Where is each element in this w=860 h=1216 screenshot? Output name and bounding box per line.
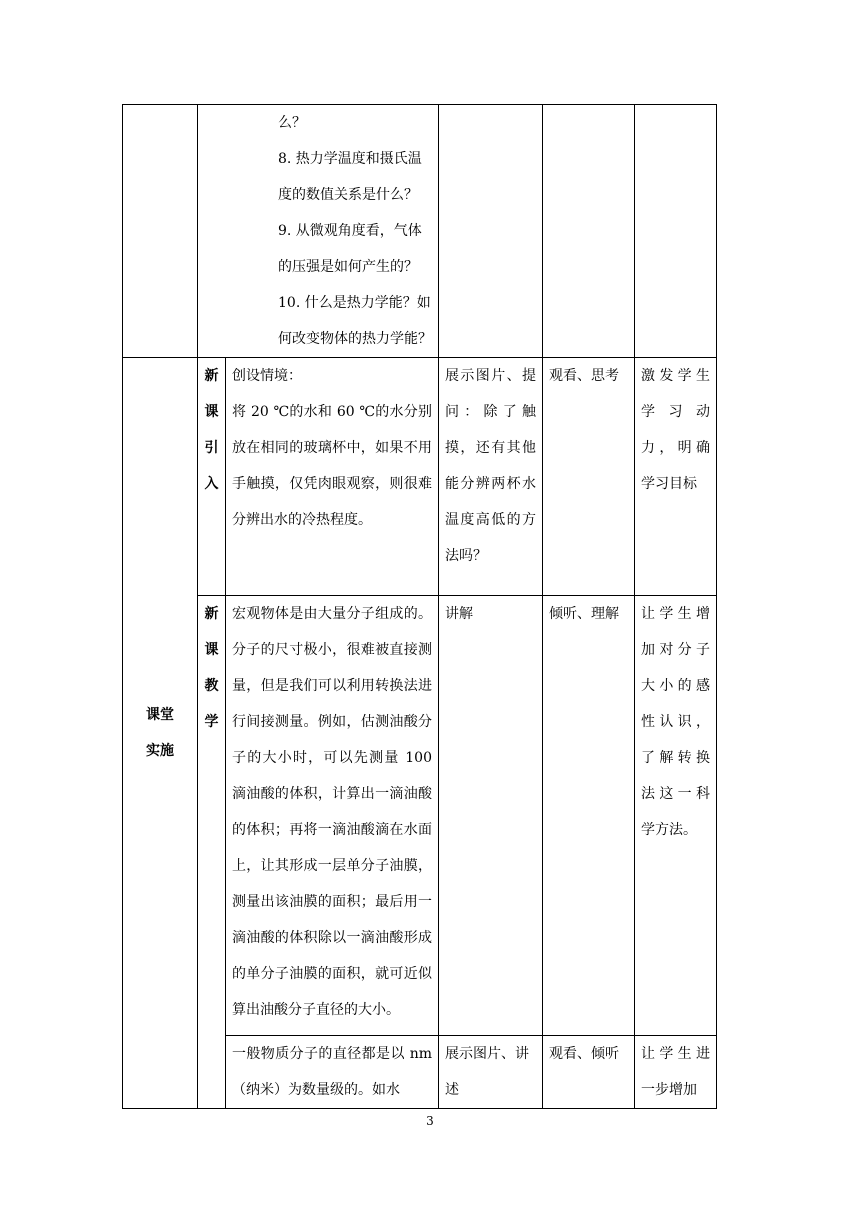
sub-stage-teaching [198, 596, 226, 1109]
lesson-plan-table [122, 104, 717, 1109]
stage-cell-empty [123, 105, 198, 358]
teaching-student-activity: 倾听、理解 [543, 596, 635, 1036]
intro-student-activity: 观看、思考 [543, 358, 635, 596]
stage-label-line1: 课堂 [146, 707, 174, 723]
student-activity-cell-empty [543, 105, 635, 358]
table-row-previous-questions [123, 105, 717, 358]
sub-char: 新 [204, 368, 219, 384]
table-row-teaching [123, 596, 717, 1036]
teaching-design-intent: 让学生增加对分子大小的感性认识，了解转换法这一科学方法。 [635, 596, 717, 1036]
teacher-activity-cell-empty [439, 105, 543, 358]
question-9: 9. 从微观角度看，气体的压强是如何产生的？ [278, 223, 422, 275]
sub-char: 课 [204, 404, 219, 420]
intro-design-intent: 激发学生学习动力，明确学习目标 [635, 358, 717, 596]
table-row-intro [123, 358, 717, 596]
stage-label-line2: 实施 [146, 743, 174, 759]
question-fragment: 么？ [278, 115, 306, 131]
teaching-teacher-activity: 讲解 [439, 596, 543, 1036]
teaching-content-cell: 宏观物体是由大量分子组成的。分子的尺寸极小，很难被直接测量，但是我们可以利用转换法进行间接测量。例如，估测油酸分子的大小时，可以先测量 100 滴油酸的体积，计算出一滴油酸的体积；再将一滴油酸滴在水面上，让其形成一层单分子油膜，测量出该油膜的面积；最后用一滴油酸的体积除以一滴油酸形成的单分子油膜的面积，就可近似算出油酸分子直径的大小。 [226, 596, 439, 1036]
sub-char: 学 [204, 714, 219, 730]
design-intent-cell-empty [635, 105, 717, 358]
intro-content-cell [226, 358, 439, 596]
teaching2-content-cell: 一般物质分子的直径都是以 nm（纳米）为数量级的。如水 [226, 1036, 439, 1109]
sub-char: 课 [204, 642, 219, 658]
sub-char: 入 [204, 476, 219, 492]
intro-content-body: 将 20 ℃的水和 60 ℃的水分别放在相同的玻璃杯中，如果不用手触摸，仅凭肉眼观察，则很难分辨出水的冷热程度。 [232, 404, 432, 528]
teaching2-teacher-activity: 展示图片、讲述 [439, 1036, 543, 1109]
review-questions-cell [198, 105, 439, 358]
sub-char: 引 [204, 440, 219, 456]
sub-char: 教 [204, 678, 219, 694]
intro-teacher-activity: 展示图片、提问：除了触摸，还有其他能分辨两杯水温度高低的方法吗？ [439, 358, 543, 596]
sub-char: 新 [204, 606, 219, 622]
teaching2-design-intent: 让学生进一步增加 [635, 1036, 717, 1109]
stage-label-cell [123, 358, 198, 1109]
teaching2-student-activity: 观看、倾听 [543, 1036, 635, 1109]
question-10: 10. 什么是热力学能？如何改变物体的热力学能？ [278, 295, 432, 347]
question-8: 8. 热力学温度和摄氏温度的数值关系是什么？ [278, 151, 422, 203]
sub-stage-intro [198, 358, 226, 596]
intro-content-title: 创设情境： [232, 368, 302, 384]
page-number: 3 [426, 1114, 434, 1128]
